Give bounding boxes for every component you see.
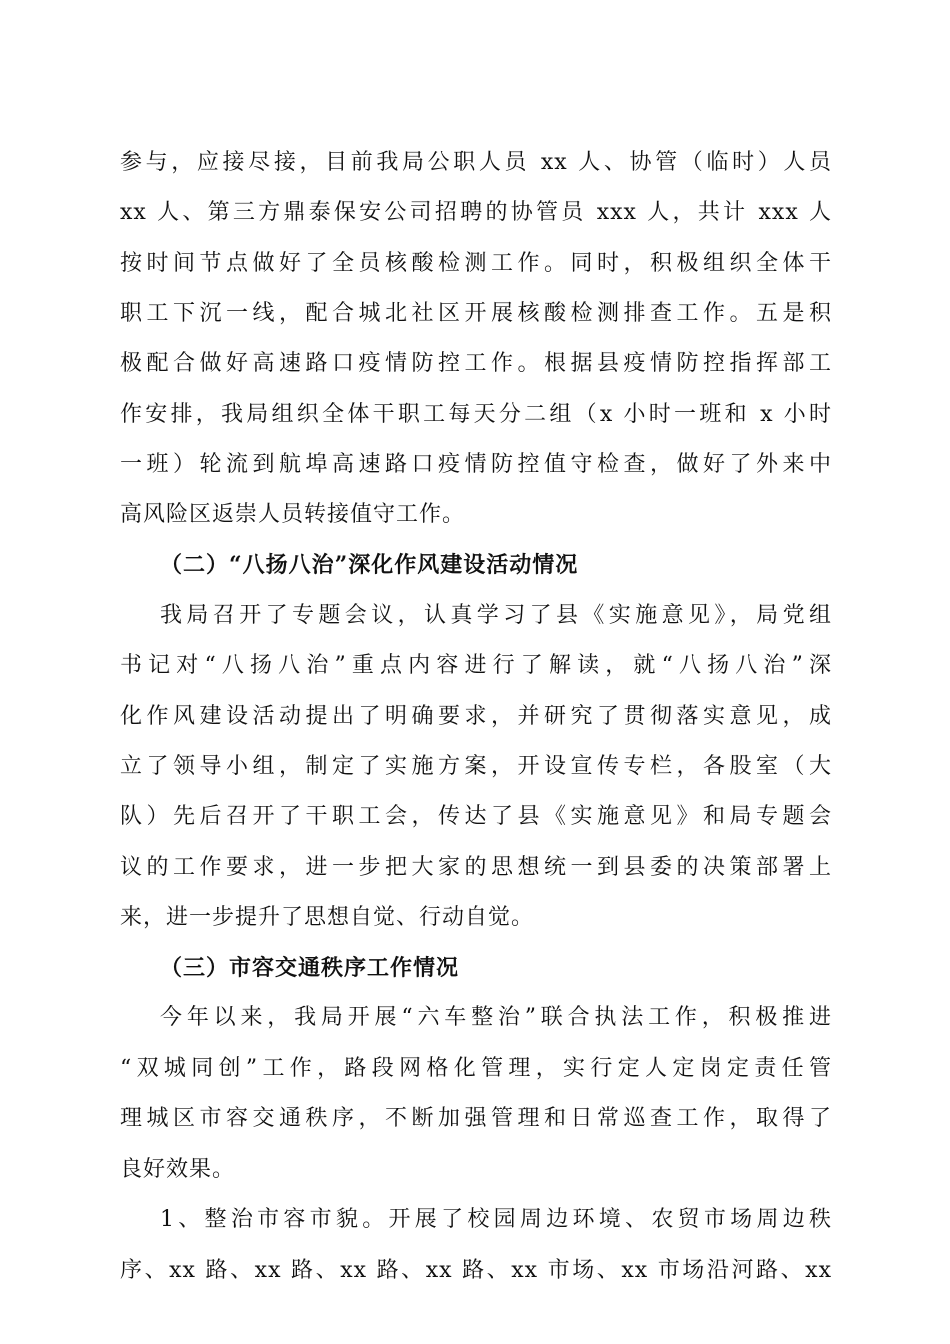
- section-heading-2: （二）“八扬八治”深化作风建设活动情况: [160, 552, 579, 578]
- paragraph-line: 作安排，我局组织全体干职工每天分二组（x 小时一班和 x 小时: [120, 402, 832, 427]
- paragraph-line: 化作风建设活动提出了明确要求，并研究了贯彻落实意见，成: [120, 704, 832, 729]
- paragraph-line: 高风险区返崇人员转接值守工作。: [120, 502, 466, 527]
- paragraph-line: 队）先后召开了干职工会，传达了县《实施意见》和局专题会: [120, 804, 832, 829]
- paragraph-line: “双城同创”工作，路段网格化管理，实行定人定岗定责任管: [120, 1056, 832, 1081]
- section-heading-3: （三）市容交通秩序工作情况: [160, 955, 460, 981]
- paragraph-line: 立了领导小组，制定了实施方案，开设宣传专栏，各股室（大: [120, 754, 832, 779]
- paragraph-line: 一班）轮流到航埠高速路口疫情防控值守检查，做好了外来中: [120, 452, 832, 477]
- paragraph-line: 序、xx 路、xx 路、xx 路、xx 路、xx 市场、xx 市场沿河路、xx: [120, 1258, 832, 1283]
- paragraph-line: 良好效果。: [120, 1157, 236, 1182]
- paragraph-line: 来，进一步提升了思想自觉、行动自觉。: [120, 905, 535, 930]
- paragraph-line: 按时间节点做好了全员核酸检测工作。同时，积极组织全体干: [120, 251, 832, 276]
- paragraph-line: 1、整治市容市貌。开展了校园周边环境、农贸市场周边秩: [160, 1207, 832, 1232]
- paragraph-line: xx 人、第三方鼎泰保安公司招聘的协管员 xxx 人，共计 xxx 人: [120, 200, 832, 225]
- paragraph-line: 职工下沉一线，配合城北社区开展核酸检测排查工作。五是积: [120, 301, 832, 326]
- paragraph-line: 今年以来，我局开展“六车整治”联合执法工作，积极推进: [160, 1005, 832, 1030]
- paragraph-line: 我局召开了专题会议，认真学习了县《实施意见》，局党组: [160, 603, 832, 628]
- paragraph-line: 议的工作要求，进一步把大家的思想统一到县委的决策部署上: [120, 855, 832, 880]
- paragraph-line: 参与，应接尽接，目前我局公职人员 xx 人、协管（临时）人员: [120, 150, 832, 175]
- paragraph-line: 极配合做好高速路口疫情防控工作。根据县疫情防控指挥部工: [120, 351, 832, 376]
- paragraph-line: 理城区市容交通秩序，不断加强管理和日常巡查工作，取得了: [120, 1106, 832, 1131]
- paragraph-line: 书记对“八扬八治”重点内容进行了解读，就“八扬八治”深: [120, 653, 832, 678]
